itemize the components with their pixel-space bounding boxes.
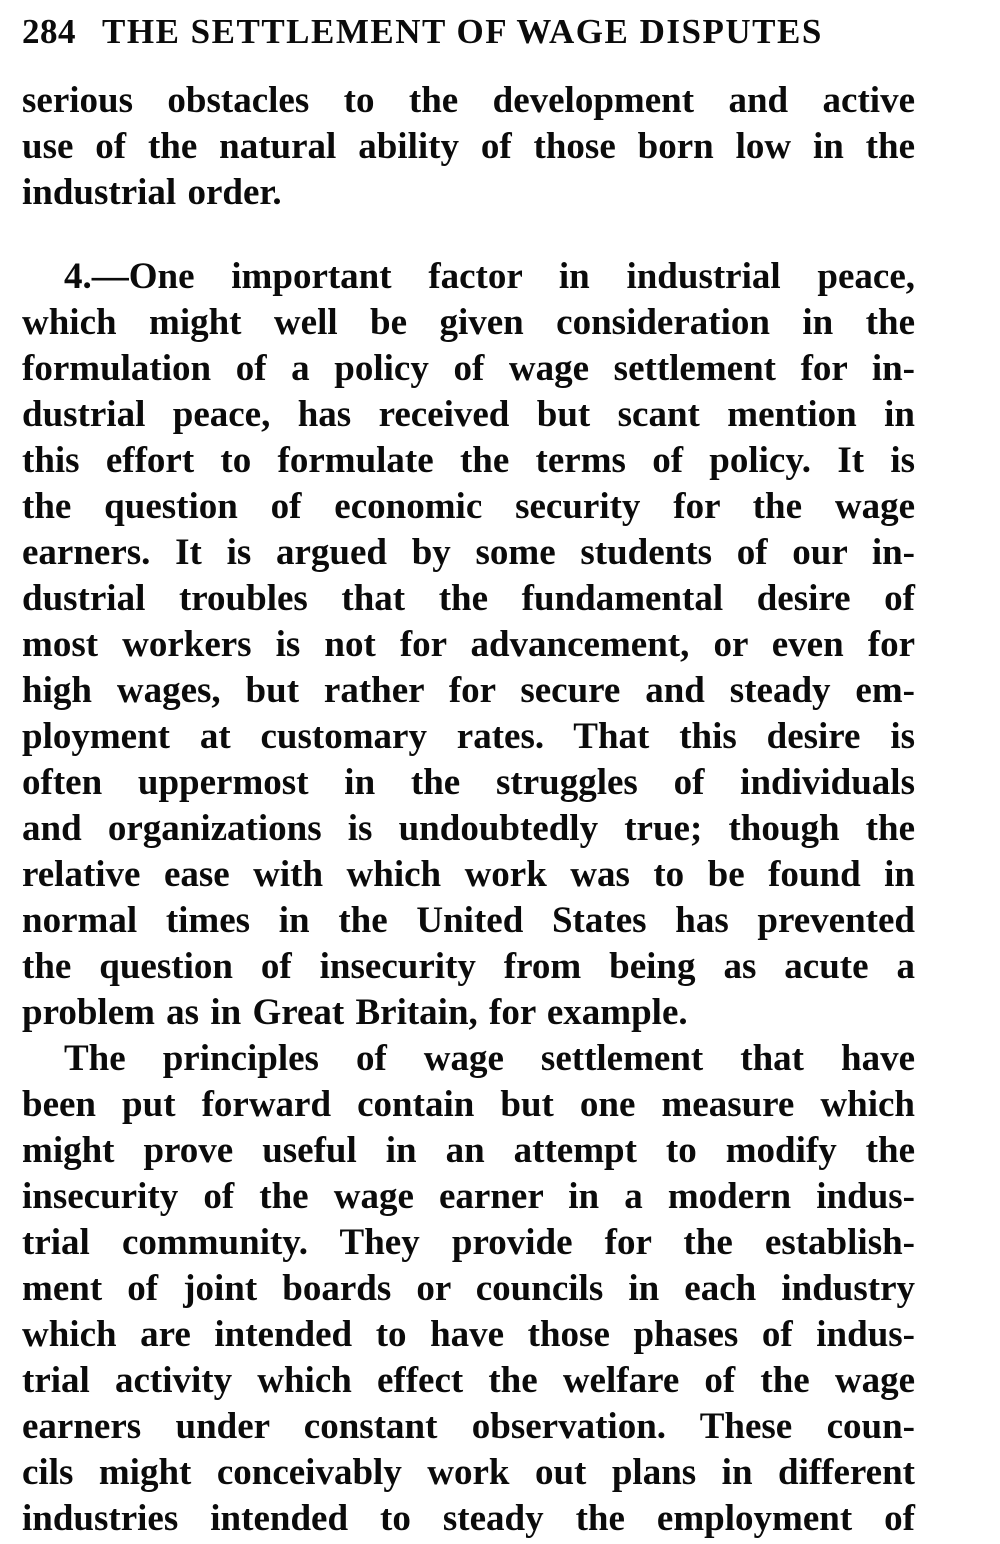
paragraph-1 [22, 78, 915, 216]
text-line: cils might conceivably work out plans in different [22, 1452, 915, 1493]
text-line: earners. It is argued by some students of our in- [22, 532, 915, 573]
text-line: 4.—One important factor in industrial peace, [64, 256, 915, 297]
text-line: industries intended to steady the employment of [22, 1498, 915, 1539]
text-line: problem as in Great Britain, for example. [22, 992, 688, 1033]
text-line: might prove useful in an attempt to modify the [22, 1130, 915, 1171]
text-line: most workers is not for advancement, or even for [22, 624, 915, 665]
text-line: dustrial peace, has received but scant mention in [22, 394, 915, 435]
text-line: use of the natural ability of those born low in the [22, 126, 915, 167]
running-header [22, 12, 915, 52]
paragraph-2 [22, 254, 915, 1036]
text-line: the question of insecurity from being as acute a [22, 946, 915, 987]
text-line: high wages, but rather for secure and steady em- [22, 670, 915, 711]
text-line: earners under constant observation. These coun- [22, 1406, 915, 1447]
header-title: THE SETTLEMENT OF WAGE DISPUTES [102, 12, 823, 51]
text-line: the question of economic security for the wage [22, 486, 915, 527]
text-line: trial community. They provide for the establish- [22, 1222, 915, 1263]
text-line: this effort to formulate the terms of policy. It is [22, 440, 915, 481]
text-line: ment of joint boards or councils in each industry [22, 1268, 915, 1309]
text-line: which might well be given consideration in the [22, 302, 915, 343]
text-line: industrial order. [22, 172, 282, 213]
text-line: ployment at customary rates. That this desire is [22, 716, 915, 757]
text-line: normal times in the United States has prevented [22, 900, 915, 941]
body-text [22, 78, 915, 1542]
page-number: 284 [22, 12, 76, 51]
text-line: and organizations is undoubtedly true; though the [22, 808, 915, 849]
text-line: dustrial troubles that the fundamental desire of [22, 578, 915, 619]
text-line: formulation of a policy of wage settlement for in- [22, 348, 915, 389]
text-line: been put forward contain but one measure which [22, 1084, 915, 1125]
paragraph-3 [22, 1036, 915, 1542]
text-line: serious obstacles to the development and active [22, 80, 915, 121]
text-line: The principles of wage settlement that have [64, 1038, 915, 1079]
text-line: which are intended to have those phases of indus- [22, 1314, 915, 1355]
text-line: trial activity which effect the welfare of the wage [22, 1360, 915, 1401]
text-line: insecurity of the wage earner in a modern indus- [22, 1176, 915, 1217]
text-line: often uppermost in the struggles of individuals [22, 762, 915, 803]
text-line: relative ease with which work was to be found in [22, 854, 915, 895]
